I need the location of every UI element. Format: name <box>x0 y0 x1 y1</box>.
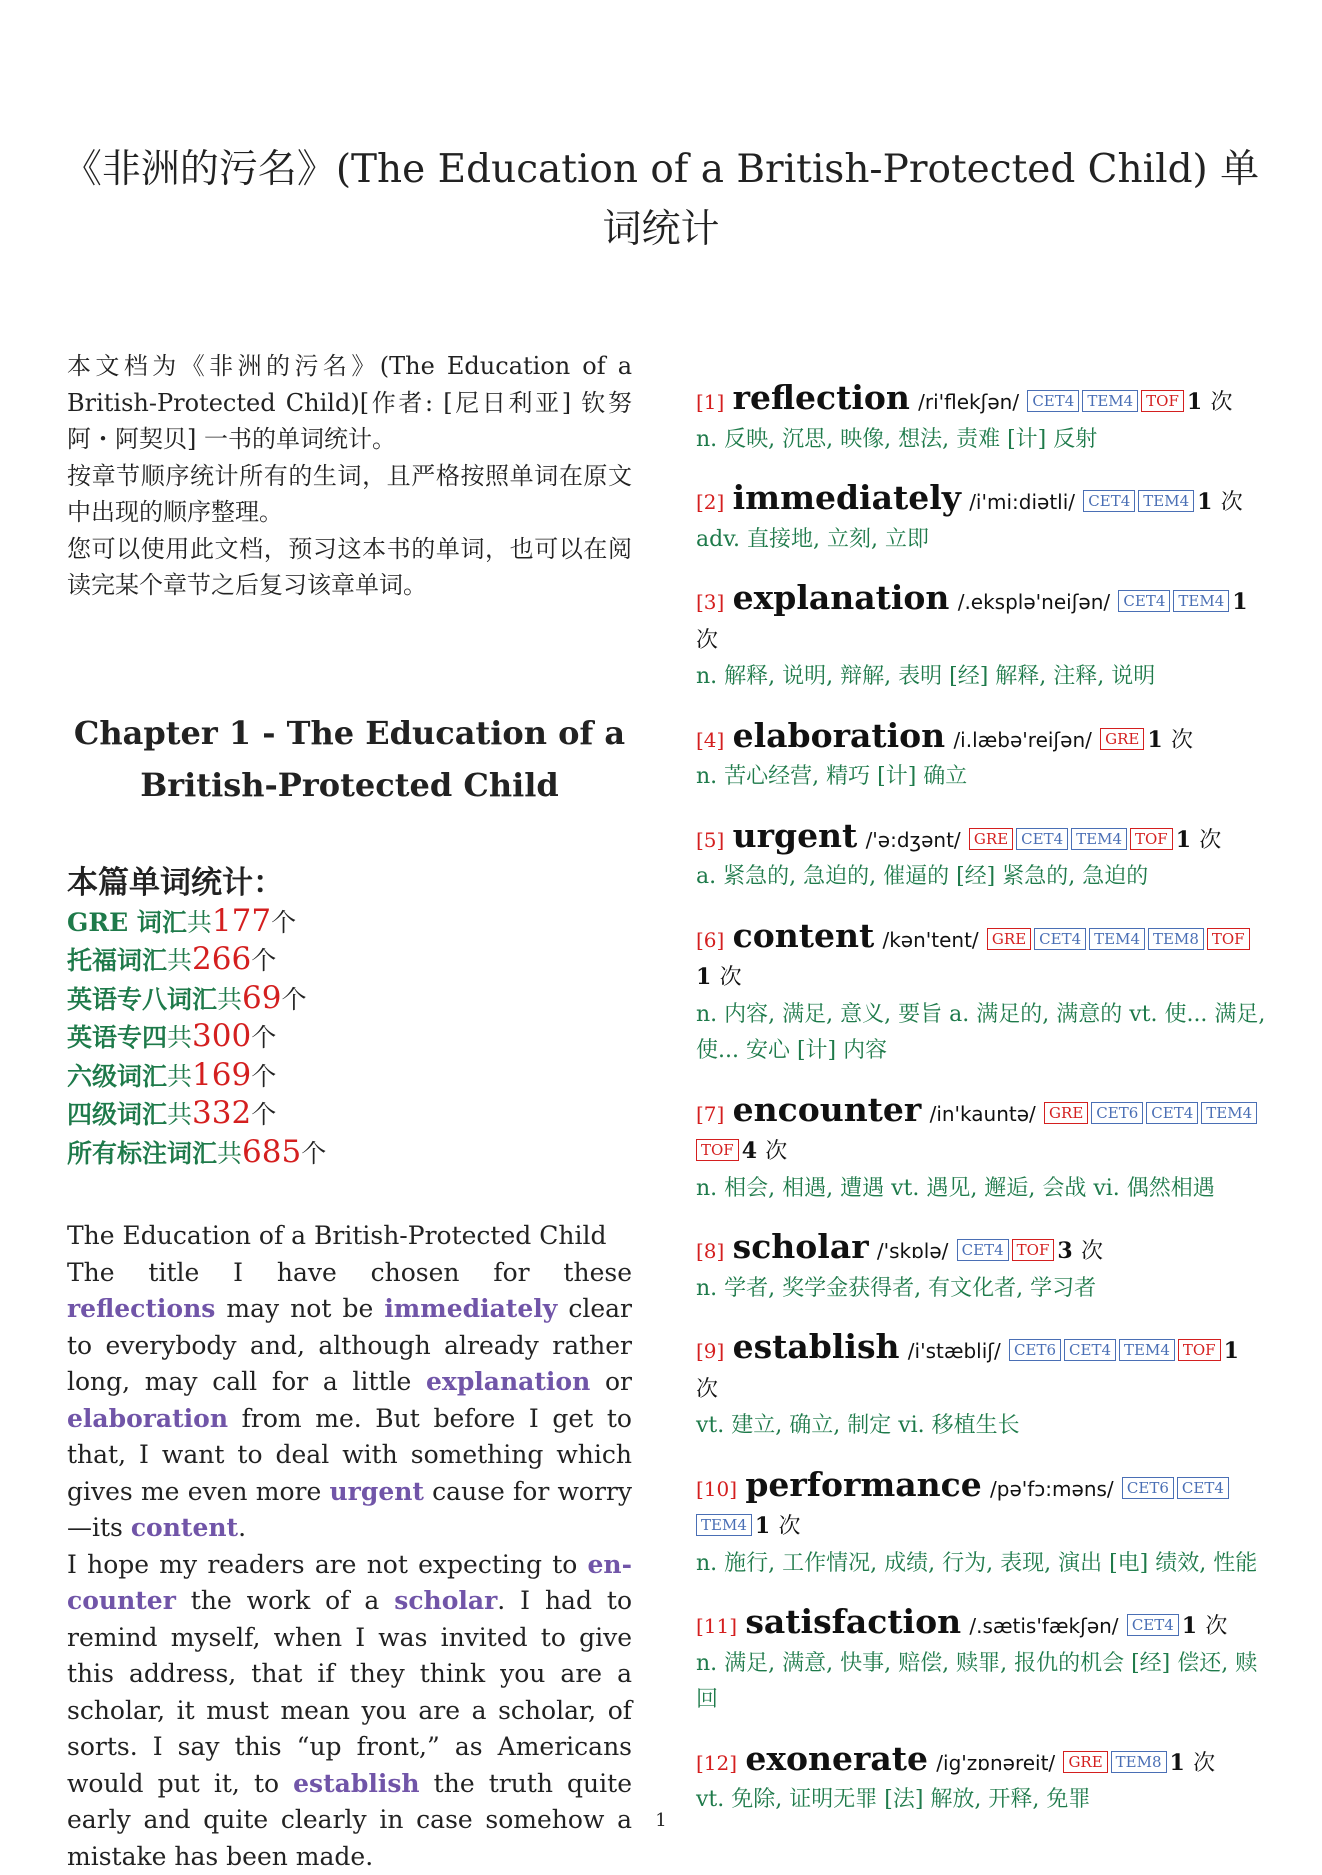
exam-tag: TEM4 <box>1119 1339 1175 1361</box>
passage-text: clear to everybody and, although already rather long, may call for a little <box>67 1294 632 1396</box>
stat-unit: 个 <box>251 1023 276 1052</box>
entry-phonetic: /i'mi:diətli/ <box>969 490 1075 514</box>
entry-word: scholar <box>733 1227 869 1266</box>
entry-headline <box>696 718 1266 760</box>
passage <box>67 1218 632 1875</box>
entry-definition: vt. 建立, 确立, 制定 vi. 移植生长 <box>696 1408 1266 1445</box>
exam-tag: TOF <box>696 1139 739 1161</box>
entry-definition: vt. 免除, 证明无罪 [法] 解放, 开释, 免罪 <box>696 1782 1266 1819</box>
occurrence-count: 1 <box>696 964 711 990</box>
vocab-entry <box>696 918 1266 1070</box>
entry-index: [11] <box>696 1614 737 1638</box>
entry-index: [9] <box>696 1339 724 1363</box>
passage-text: . <box>238 1513 246 1542</box>
stat-label: 英语专四 <box>67 1023 167 1052</box>
exam-tag: TOF <box>1130 828 1173 850</box>
entry-index: [5] <box>696 828 724 852</box>
stat-count: 332 <box>192 1095 251 1131</box>
intro-block <box>67 348 632 604</box>
entry-word: establish <box>733 1327 900 1366</box>
exam-tag: GRE <box>1044 1102 1088 1124</box>
highlighted-word: content <box>131 1513 238 1542</box>
entry-word: reflection <box>733 378 910 417</box>
highlighted-word: explanation <box>426 1367 590 1396</box>
entry-definition: n. 学者, 奖学金获得者, 有文化者, 学习者 <box>696 1271 1266 1308</box>
stat-gong: 共 <box>217 1139 242 1168</box>
entry-headline <box>696 380 1266 422</box>
entry-definition: n. 解释, 说明, 辩解, 表明 [经] 解释, 注释, 说明 <box>696 659 1266 696</box>
exam-tag: CET4 <box>1027 390 1079 412</box>
entry-phonetic: /.eksplə'neiʃən/ <box>958 590 1110 614</box>
occurrence-unit: 次 <box>778 1514 800 1539</box>
exam-tag: GRE <box>1100 728 1144 750</box>
occurrence-count: 1 <box>1170 1750 1185 1776</box>
exam-tag: CET4 <box>1034 928 1086 950</box>
entry-phonetic: /.sætis'fækʃən/ <box>969 1614 1118 1638</box>
passage-text: I hope my readers are not expecting to <box>67 1550 588 1579</box>
stat-gong: 共 <box>167 946 192 975</box>
entry-phonetic: /'skɒlə/ <box>877 1239 949 1263</box>
exam-tag: CET4 <box>1146 1102 1198 1124</box>
exam-tag: GRE <box>987 928 1031 950</box>
entry-phonetic: /pə'fɔ:məns/ <box>990 1477 1114 1501</box>
entry-index: [3] <box>696 590 724 614</box>
stat-unit: 个 <box>251 946 276 975</box>
vocab-entry <box>696 1329 1266 1445</box>
stat-unit: 个 <box>271 908 296 937</box>
exam-tag: CET4 <box>1016 828 1068 850</box>
stat-line <box>67 1095 632 1134</box>
exam-tag: CET6 <box>1009 1339 1061 1361</box>
vocab-entry <box>696 1467 1266 1583</box>
stat-count: 685 <box>242 1134 301 1170</box>
entry-headline <box>696 918 1266 997</box>
exam-tag: TEM8 <box>1111 1751 1167 1773</box>
highlighted-word: immediately <box>384 1294 557 1323</box>
entry-word: elaboration <box>733 716 946 755</box>
entry-definition: n. 施行, 工作情况, 成绩, 行为, 表现, 演出 [电] 绩效, 性能 <box>696 1546 1266 1583</box>
exam-tag: CET4 <box>1118 590 1170 612</box>
entry-index: [10] <box>696 1477 737 1501</box>
entry-headline <box>696 1329 1266 1408</box>
stat-unit: 个 <box>301 1139 326 1168</box>
occurrence-unit: 次 <box>1081 1239 1103 1264</box>
entry-definition: n. 内容, 满足, 意义, 要旨 a. 满足的, 满意的 vt. 使... 满足, 使... 安心 [计] 内容 <box>696 997 1266 1070</box>
stat-count: 169 <box>192 1057 251 1093</box>
entry-word: content <box>733 916 875 955</box>
entry-headline <box>696 1604 1266 1646</box>
occurrence-count: 1 <box>1147 727 1162 753</box>
occurrence-unit: 次 <box>1199 828 1221 853</box>
occurrence-unit: 次 <box>720 965 742 990</box>
vocab-entry <box>696 718 1266 796</box>
page-number: 1 <box>0 1810 1322 1831</box>
occurrence-count: 1 <box>1187 389 1202 415</box>
stat-unit: 个 <box>251 1062 276 1091</box>
entry-index: [1] <box>696 390 724 414</box>
occurrence-count: 1 <box>1197 489 1212 515</box>
passage-text: The title I have chosen for these <box>67 1258 632 1287</box>
passage-text: the truth quite early and quite clearly in case somehow a mistake has been made. <box>67 1769 632 1871</box>
occurrence-count: 1 <box>1176 827 1191 853</box>
entry-definition: n. 苦心经营, 精巧 [计] 确立 <box>696 759 1266 796</box>
stat-count: 300 <box>192 1018 251 1054</box>
entry-definition: adv. 直接地, 立刻, 立即 <box>696 522 1266 559</box>
exam-tag: TEM4 <box>1173 590 1229 612</box>
exam-tag: TOF <box>1012 1239 1055 1261</box>
occurrence-count: 4 <box>742 1138 757 1164</box>
occurrence-count: 1 <box>755 1513 770 1539</box>
entry-definition: a. 紧急的, 急迫的, 催逼的 [经] 紧急的, 急迫的 <box>696 859 1266 896</box>
stats-heading: 本篇单词统计： <box>67 863 632 903</box>
stat-label: 英语专八词汇 <box>67 985 217 1014</box>
chapter-title: Chapter 1 - The Education of a British-Protected Child <box>67 707 632 811</box>
entry-index: [6] <box>696 928 724 952</box>
exam-tag: CET4 <box>957 1239 1009 1261</box>
entry-headline <box>696 480 1266 522</box>
entry-index: [4] <box>696 728 724 752</box>
stat-label: 所有标注词汇 <box>67 1139 217 1168</box>
vocab-entry <box>696 1229 1266 1307</box>
stat-label: GRE 词汇 <box>67 908 187 937</box>
exam-tag: TEM4 <box>1138 490 1194 512</box>
occurrence-unit: 次 <box>1221 490 1243 515</box>
highlighted-word: reflections <box>67 1294 215 1323</box>
exam-tag: CET6 <box>1122 1477 1174 1499</box>
vocab-entry <box>696 480 1266 558</box>
exam-tag: TOF <box>1178 1339 1221 1361</box>
occurrence-unit: 次 <box>696 1377 718 1402</box>
entry-index: [8] <box>696 1239 724 1263</box>
entry-word: encounter <box>733 1090 922 1129</box>
stat-line <box>67 1057 632 1096</box>
exam-tag: GRE <box>1063 1751 1107 1773</box>
exam-tag: TEM4 <box>1201 1102 1257 1124</box>
vocab-entry <box>696 1741 1266 1819</box>
passage-text: . I had to remind myself, when I was invited to give this address, that if they think you are a scholar, it must mean you are a scholar, of sorts. I say this “up front,” as Americans would put it, to <box>67 1586 632 1798</box>
exam-tag: TEM4 <box>696 1514 752 1536</box>
entry-headline <box>696 1467 1266 1546</box>
entry-word: performance <box>745 1465 981 1504</box>
occurrence-unit: 次 <box>1171 728 1193 753</box>
entry-word: urgent <box>733 816 858 855</box>
stat-gong: 共 <box>167 1062 192 1091</box>
occurrence-unit: 次 <box>696 628 718 653</box>
occurrence-count: 3 <box>1057 1238 1072 1264</box>
entry-word: explanation <box>733 578 950 617</box>
exam-tag: CET4 <box>1083 490 1135 512</box>
entry-phonetic: /ri'flekʃən/ <box>918 390 1019 414</box>
intro-paragraph: 您可以使用此文档，预习这本书的单词，也可以在阅读完某个章节之后复习该章单词。 <box>67 531 632 604</box>
stat-line <box>67 1018 632 1057</box>
stat-label: 四级词汇 <box>67 1100 167 1129</box>
stat-gong: 共 <box>167 1100 192 1129</box>
stat-line <box>67 1134 632 1173</box>
vocab-entry <box>696 380 1266 458</box>
entry-headline <box>696 818 1266 860</box>
occurrence-unit: 次 <box>1193 1751 1215 1776</box>
occurrence-unit: 次 <box>1205 1614 1227 1639</box>
exam-tag: CET4 <box>1127 1614 1179 1636</box>
highlighted-word: establish <box>293 1769 419 1798</box>
entry-headline <box>696 1741 1266 1783</box>
occurrence-count: 1 <box>1224 1338 1239 1364</box>
exam-tag: TOF <box>1207 928 1250 950</box>
passage-heading: The Education of a British-Protected Child <box>67 1218 632 1255</box>
entry-index: [7] <box>696 1102 724 1126</box>
stat-line <box>67 903 632 942</box>
vocab-entry <box>696 1604 1266 1719</box>
occurrence-count: 1 <box>1232 589 1247 615</box>
exam-tag: CET6 <box>1091 1102 1143 1124</box>
entry-word: satisfaction <box>745 1602 961 1641</box>
entry-index: [2] <box>696 490 724 514</box>
stat-count: 69 <box>242 980 281 1016</box>
passage-text: or <box>590 1367 632 1396</box>
passage-text: may not be <box>215 1294 384 1323</box>
passage-text: the work of a <box>176 1586 394 1615</box>
exam-tag: CET4 <box>1064 1339 1116 1361</box>
stat-line <box>67 941 632 980</box>
entry-definition: n. 反映, 沉思, 映像, 想法, 责难 [计] 反射 <box>696 422 1266 459</box>
exam-tag: GRE <box>969 828 1013 850</box>
exam-tag: TOF <box>1141 390 1184 412</box>
passage-text: cause for worry—its <box>67 1477 632 1543</box>
exam-tag: CET4 <box>1177 1477 1229 1499</box>
vocab-list <box>696 380 1266 1841</box>
intro-paragraph: 按章节顺序统计所有的生词，且严格按照单词在原文中出现的顺序整理。 <box>67 458 632 531</box>
occurrence-unit: 次 <box>765 1139 787 1164</box>
entry-phonetic: /in'kauntə/ <box>930 1102 1036 1126</box>
passage-paragraph <box>67 1255 632 1547</box>
exam-tag: TEM8 <box>1148 928 1204 950</box>
exam-tag: TEM4 <box>1071 828 1127 850</box>
stat-gong: 共 <box>187 908 212 937</box>
entry-phonetic: /'ə:dʒənt/ <box>866 828 961 852</box>
entry-word: exonerate <box>745 1739 928 1778</box>
highlighted-word: urgent <box>329 1477 423 1506</box>
stat-unit: 个 <box>251 1100 276 1129</box>
entry-headline <box>696 1229 1266 1271</box>
stat-unit: 个 <box>281 985 306 1014</box>
stat-count: 177 <box>212 903 271 939</box>
exam-tag: TEM4 <box>1089 928 1145 950</box>
vocab-entry <box>696 818 1266 896</box>
stat-line <box>67 980 632 1019</box>
entry-phonetic: /kən'tent/ <box>882 928 978 952</box>
highlighted-word: en-counter <box>67 1550 632 1616</box>
entry-phonetic: /i'stæbliʃ/ <box>908 1339 1001 1363</box>
vocab-entry <box>696 580 1266 696</box>
intro-paragraph: 本文档为《非洲的污名》(The Education of a British-Protected Child)[作者: [尼日利亚] 钦努阿・阿契贝] 一书的单词统计。 <box>67 348 632 458</box>
occurrence-unit: 次 <box>1210 390 1232 415</box>
left-column <box>67 348 632 1875</box>
stats-list <box>67 903 632 1173</box>
passage-text: from me. But before I get to that, I want to deal with something which gives me even more <box>67 1404 632 1506</box>
stat-count: 266 <box>192 941 251 977</box>
entry-headline <box>696 580 1266 659</box>
occurrence-count: 1 <box>1182 1613 1197 1639</box>
entry-definition: n. 相会, 相遇, 遭遇 vt. 遇见, 邂逅, 会战 vi. 偶然相遇 <box>696 1171 1266 1208</box>
stat-label: 托福词汇 <box>67 946 167 975</box>
page-title: 《非洲的污名》(The Education of a British-Protected Child) 单词统计 <box>60 140 1262 260</box>
stat-gong: 共 <box>167 1023 192 1052</box>
stat-gong: 共 <box>217 985 242 1014</box>
entry-phonetic: /i.læbə'reiʃən/ <box>953 728 1091 752</box>
exam-tag: TEM4 <box>1082 390 1138 412</box>
entry-index: [12] <box>696 1751 737 1775</box>
highlighted-word: elaboration <box>67 1404 228 1433</box>
entry-headline <box>696 1092 1266 1171</box>
entry-phonetic: /ig'zɒnəreit/ <box>936 1751 1055 1775</box>
vocab-entry <box>696 1092 1266 1208</box>
highlighted-word: scholar <box>394 1586 497 1615</box>
entry-definition: n. 满足, 满意, 快事, 赔偿, 赎罪, 报仇的机会 [经] 偿还, 赎回 <box>696 1646 1266 1719</box>
entry-word: immediately <box>733 478 961 517</box>
stat-label: 六级词汇 <box>67 1062 167 1091</box>
